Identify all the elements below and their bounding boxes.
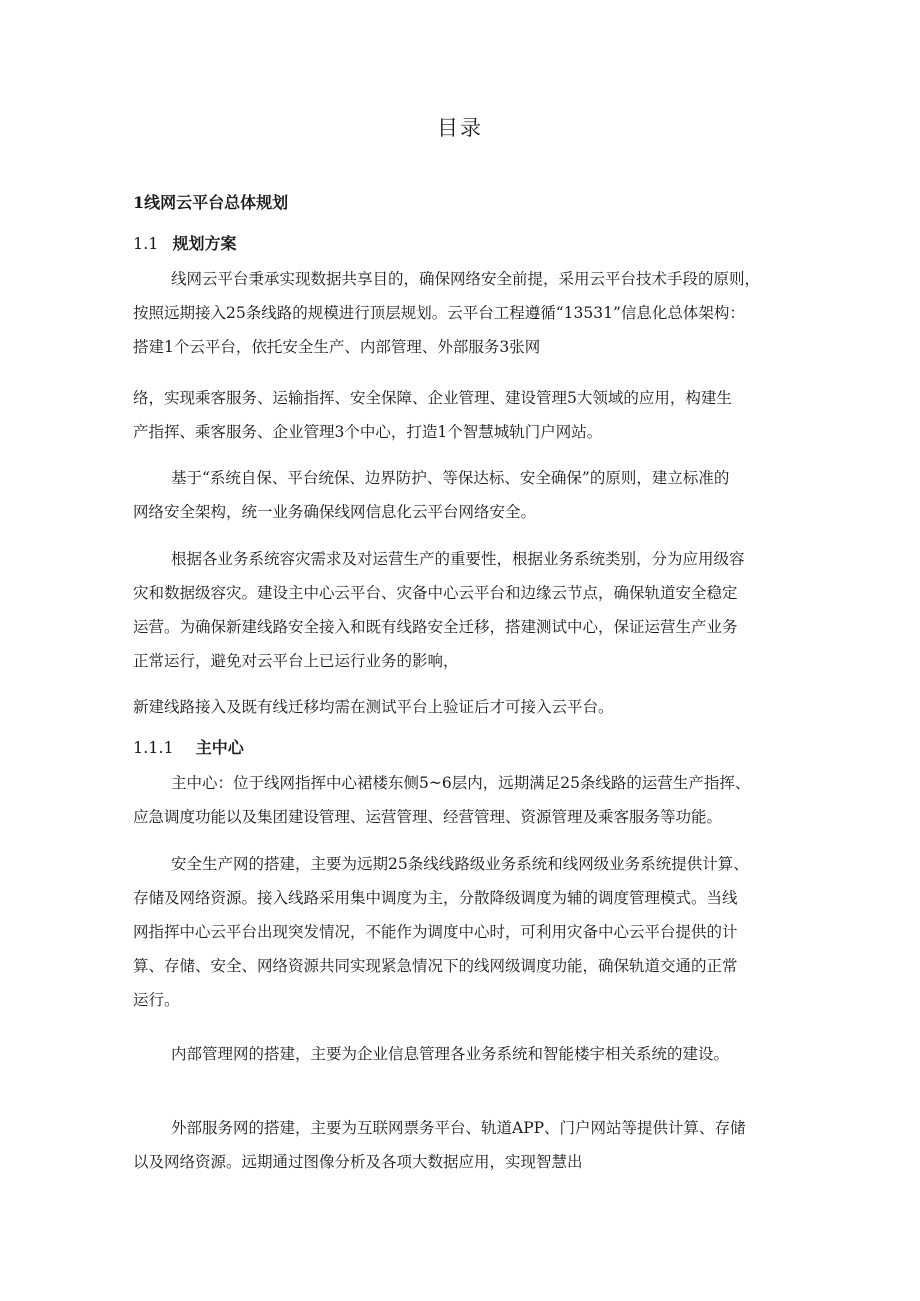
section-number: 1.1 bbox=[133, 234, 159, 253]
text-line: 以及网络资源。远期通过图像分析及各项大数据应用，实现智慧出 bbox=[133, 1153, 583, 1171]
section-number: 1.1.1 bbox=[133, 738, 174, 757]
text-line: 安全生产网的搭建，主要为远期25条线线路级业务系统和线网级业务系统提供计算、 bbox=[171, 855, 749, 873]
text-line: 应急调度功能以及集团建设管理、运营管理、经营管理、资源管理及乘客服务等功能。 bbox=[133, 808, 723, 826]
section-title: 规划方案 bbox=[172, 234, 237, 253]
text-line: 产指挥、乘客服务、企业管理3个中心，打造1个智慧城轨门户网站。 bbox=[133, 423, 603, 441]
text-line: 搭建1个云平台，依托安全生产、内部管理、外部服务3张网 bbox=[133, 338, 541, 356]
paragraph bbox=[133, 1111, 791, 1179]
text-line: 网络安全架构，统一业务确保线网信息化云平台网络安全。 bbox=[133, 503, 537, 521]
text-line: 内部管理网的搭建，主要为企业信息管理各业务系统和智能楼宇相关系统的建设。 bbox=[171, 1045, 730, 1063]
paragraph bbox=[133, 847, 791, 1017]
text-line: 算、存储、安全、网络资源共同实现紧急情况下的线网级调度功能，确保轨道交通的正常 bbox=[133, 957, 738, 975]
section-heading-1-1 bbox=[133, 231, 236, 254]
paragraph bbox=[133, 381, 791, 449]
section-heading-1-1-1 bbox=[133, 735, 244, 758]
paragraph bbox=[133, 542, 791, 678]
text-line: 外部服务网的搭建，主要为互联网票务平台、轨道APP、门户网站等提供计算、存储 bbox=[171, 1119, 746, 1137]
text-line: 存储及网络资源。接入线路采用集中调度为主，分散降级调度为辅的调度管理模式。当线 bbox=[133, 889, 738, 907]
text-line: 主中心：位于线网指挥中心裙楼东侧5~6层内，远期满足25条线路的运营生产指挥、 bbox=[171, 774, 751, 792]
text-line: 线网云平台秉承实现数据共享目的，确保网络安全前提，采用云平台技术手段的原则， bbox=[171, 270, 761, 288]
paragraph bbox=[133, 262, 791, 364]
text-line: 新建线路接入及既有线迁移均需在测试平台上验证后才可接入云平台。 bbox=[133, 698, 614, 716]
text-line: 按照远期接入25条线路的规模进行顶层规划。云平台工程遵循“13531”信息化总体架构： bbox=[133, 304, 745, 322]
text-line: 运行。 bbox=[133, 991, 180, 1009]
text-line: 运营。为确保新建线路安全接入和既有线路安全迁移，搭建测试中心，保证运营生产业务 bbox=[133, 618, 738, 636]
text-line: 网指挥中心云平台出现突发情况，不能作为调度中心时，可利用灾备中心云平台提供的计 bbox=[133, 923, 738, 941]
section-title: 主中心 bbox=[195, 738, 244, 757]
paragraph bbox=[133, 766, 791, 834]
paragraph bbox=[133, 1037, 791, 1071]
text-line: 基于“系统自保、平台统保、边界防护、等保达标、安全确保”的原则，建立标准的 bbox=[171, 469, 730, 487]
paragraph bbox=[133, 461, 791, 529]
section-heading-1: 1线网云平台总体规划 bbox=[133, 193, 289, 212]
text-line: 络，实现乘客服务、运输指挥、安全保障、企业管理、建设管理5大领域的应用，构建生 bbox=[133, 389, 732, 407]
page-title: 目录 bbox=[437, 116, 483, 140]
paragraph bbox=[133, 690, 791, 724]
text-line: 正常运行，避免对云平台上已运行业务的影响， bbox=[133, 652, 459, 670]
text-line: 灾和数据级容灾。建设主中心云平台、灾备中心云平台和边缘云节点，确保轨道安全稳定 bbox=[133, 584, 738, 602]
text-line: 根据各业务系统容灾需求及对运营生产的重要性，根据业务系统类别，分为应用级容 bbox=[171, 550, 745, 568]
